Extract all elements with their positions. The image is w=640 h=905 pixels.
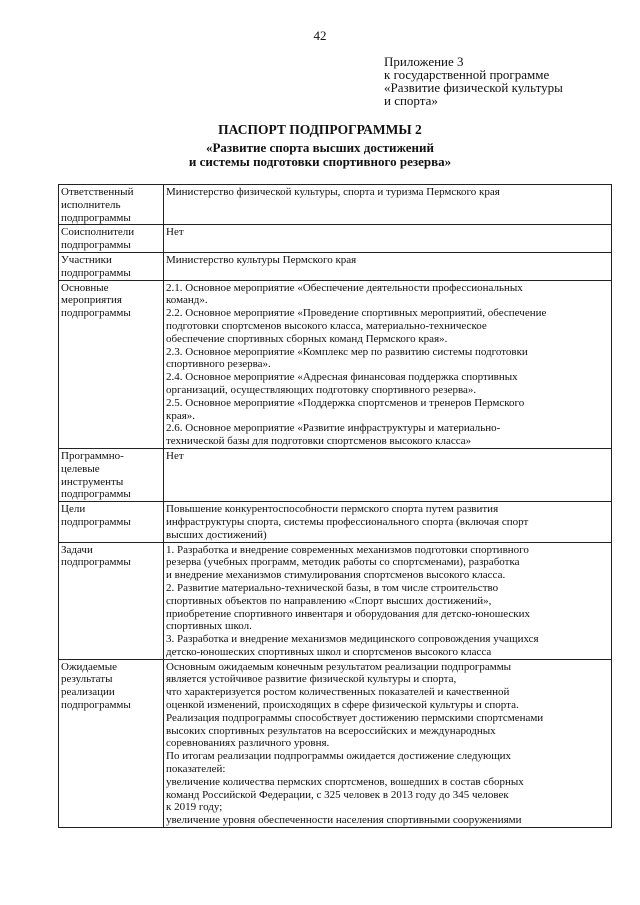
- row-value-line: 2.2. Основное мероприятие «Проведение спортивных мероприятий, обеспечение: [166, 307, 547, 320]
- row-value-line: высоких спортивных результатов на всероссийских и международных: [166, 724, 496, 737]
- row-label: [59, 252, 164, 280]
- row-value: [164, 280, 612, 448]
- row-label-line: подпрограммы: [61, 515, 131, 528]
- table-row: [59, 225, 612, 253]
- table-row: [59, 252, 612, 280]
- table-row: [59, 185, 612, 225]
- table-row: [59, 659, 612, 827]
- row-label-line: мероприятия: [61, 294, 122, 307]
- row-value-line: 3. Разработка и внедрение механизмов медицинского сопровождения учащихся: [166, 633, 539, 646]
- row-value-line: Повышение конкурентоспособности пермского спорта путем развития: [166, 503, 499, 516]
- row-label-line: Участники: [61, 253, 112, 266]
- row-value-line: показателей:: [166, 763, 226, 776]
- row-value-line: оценкой изменений, происходящих в сфере физической культуры и спорта.: [166, 699, 519, 712]
- appendix-line: к государственной программе: [384, 67, 550, 82]
- row-value-line: 2. Развитие материально-технической базы, в том числе строительство: [166, 581, 499, 594]
- row-value-line: 1. Разработка и внедрение современных механизмов подготовки спортивного: [166, 543, 529, 556]
- row-value-line: спортивных школ.: [166, 620, 252, 633]
- passport-title: ПАСПОРТ ПОДПРОГРАММЫ 2: [218, 122, 422, 137]
- row-label-line: Задачи: [61, 543, 93, 556]
- row-label: [59, 280, 164, 448]
- row-value-line: Нет: [166, 226, 184, 239]
- row-value-line: По итогам реализации подпрограммы ожидается достижение следующих: [166, 750, 512, 763]
- row-value-line: команд».: [166, 294, 208, 307]
- appendix-line: «Развитие физической культуры: [384, 80, 563, 95]
- row-value-line: Реализация подпрограммы способствует достижению пермскими спортсменами: [166, 711, 544, 724]
- row-label-line: подпрограммы: [61, 699, 131, 712]
- subprogram-title: [0, 141, 640, 169]
- row-value-line: организаций, осуществляющих подготовку спортивного резерва».: [166, 383, 477, 396]
- row-label-line: реализации: [61, 686, 115, 699]
- subprogram-title-line: «Развитие спорта высших достижений: [205, 140, 435, 155]
- row-value: [164, 542, 612, 659]
- row-value-line: увеличение количества пермских спортсменов, вошедших в состав сборных: [166, 775, 524, 788]
- row-value-line: детско-юношеских спортивных школ и спортсменов высокого класса: [166, 645, 492, 658]
- row-label: [59, 448, 164, 501]
- row-value-line: высших достижений): [166, 528, 267, 541]
- row-label: [59, 225, 164, 253]
- table-row: [59, 502, 612, 542]
- row-value-line: увеличение уровня обеспеченности населения спортивными сооружениями: [166, 814, 522, 827]
- row-value-line: и внедрение механизмов стимулирования спортсменов высокого класса.: [166, 569, 506, 582]
- table-row: [59, 542, 612, 659]
- row-value-line: 2.6. Основное мероприятие «Развитие инфраструктуры и материально-: [166, 422, 501, 435]
- row-value: [164, 225, 612, 253]
- table-row: [59, 448, 612, 501]
- row-label-line: подпрограммы: [61, 488, 131, 501]
- row-value-line: резерва (учебных программ, методик работы со спортсменами), разработка: [166, 556, 520, 569]
- row-value-line: соревнованиях различного уровня.: [166, 737, 330, 750]
- row-label-line: Ожидаемые: [61, 660, 118, 673]
- row-label-line: инструменты: [61, 475, 124, 488]
- row-label: [59, 659, 164, 827]
- row-label-line: подпрограммы: [61, 211, 131, 224]
- row-label-line: подпрограммы: [61, 239, 131, 252]
- row-label-line: подпрограммы: [61, 266, 131, 279]
- row-value-line: что характеризуется ростом количественных показателей и качественной: [166, 686, 510, 699]
- row-value-line: Основным ожидаемым конечным результатом реализации подпрограммы: [166, 660, 512, 673]
- row-value-line: 2.1. Основное мероприятие «Обеспечение деятельности профессиональных: [166, 281, 523, 294]
- row-value-line: 2.5. Основное мероприятие «Поддержка спортсменов и тренеров Пермского: [166, 396, 525, 409]
- row-label-line: подпрограммы: [61, 556, 131, 569]
- row-label-line: Основные: [61, 281, 109, 294]
- row-label-line: Цели: [61, 503, 86, 516]
- appendix-note: [384, 55, 624, 107]
- page-number: 42: [313, 28, 327, 43]
- row-value-line: подготовки спортсменов высокого класса, материально-техническое: [166, 319, 487, 332]
- row-value: [164, 659, 612, 827]
- row-label-line: Соисполнители: [61, 226, 135, 239]
- appendix-line: и спорта»: [384, 93, 438, 108]
- row-value: [164, 502, 612, 542]
- row-value-line: Министерство физической культуры, спорта и туризма Пермского края: [166, 186, 500, 198]
- row-value-line: 2.4. Основное мероприятие «Адресная финансовая поддержка спортивных: [166, 371, 518, 384]
- appendix-line: Приложение 3: [384, 54, 464, 69]
- row-label-line: исполнитель: [61, 198, 121, 211]
- row-label: [59, 502, 164, 542]
- row-label-line: Программно-: [61, 449, 124, 462]
- row-value: [164, 448, 612, 501]
- row-value-line: приобретение спортивного инвентаря и оборудования для детско-юношеских: [166, 607, 531, 620]
- row-value: [164, 252, 612, 280]
- row-value-line: спортивных объектов по направлению «Спорт высших достижений»,: [166, 594, 492, 607]
- row-value-line: спортивного резерва».: [166, 358, 271, 371]
- row-label-line: целевые: [61, 462, 100, 475]
- row-label: [59, 542, 164, 659]
- row-value-line: обеспечение спортивных сборных команд Пермского края».: [166, 332, 448, 345]
- row-value-line: инфраструктуры спорта, системы профессионального спорта (включая спорт: [166, 515, 529, 528]
- row-value-line: Нет: [166, 449, 184, 462]
- subprogram-title-line: и системы подготовки спортивного резерва»: [188, 154, 452, 169]
- row-value-line: технической базы для подготовки спортсменов высокого класса»: [166, 435, 472, 448]
- row-value-line: края».: [166, 409, 196, 422]
- row-value: [164, 185, 612, 225]
- row-value-line: к 2019 году;: [166, 801, 223, 814]
- row-label-line: результаты: [61, 673, 113, 686]
- passport-table: [58, 184, 612, 828]
- row-value-line: является устойчивое развитие физической культуры и спорта,: [166, 673, 457, 686]
- table-row: [59, 280, 612, 448]
- row-value-line: команд Российской Федерации, с 325 человек в 2013 году до 345 человек: [166, 788, 509, 801]
- row-label-line: подпрограммы: [61, 307, 131, 320]
- row-value-line: Министерство культуры Пермского края: [166, 253, 357, 266]
- row-label-line: Ответственный: [61, 186, 134, 198]
- row-label: [59, 185, 164, 225]
- row-value-line: 2.3. Основное мероприятие «Комплекс мер по развитию системы подготовки: [166, 345, 528, 358]
